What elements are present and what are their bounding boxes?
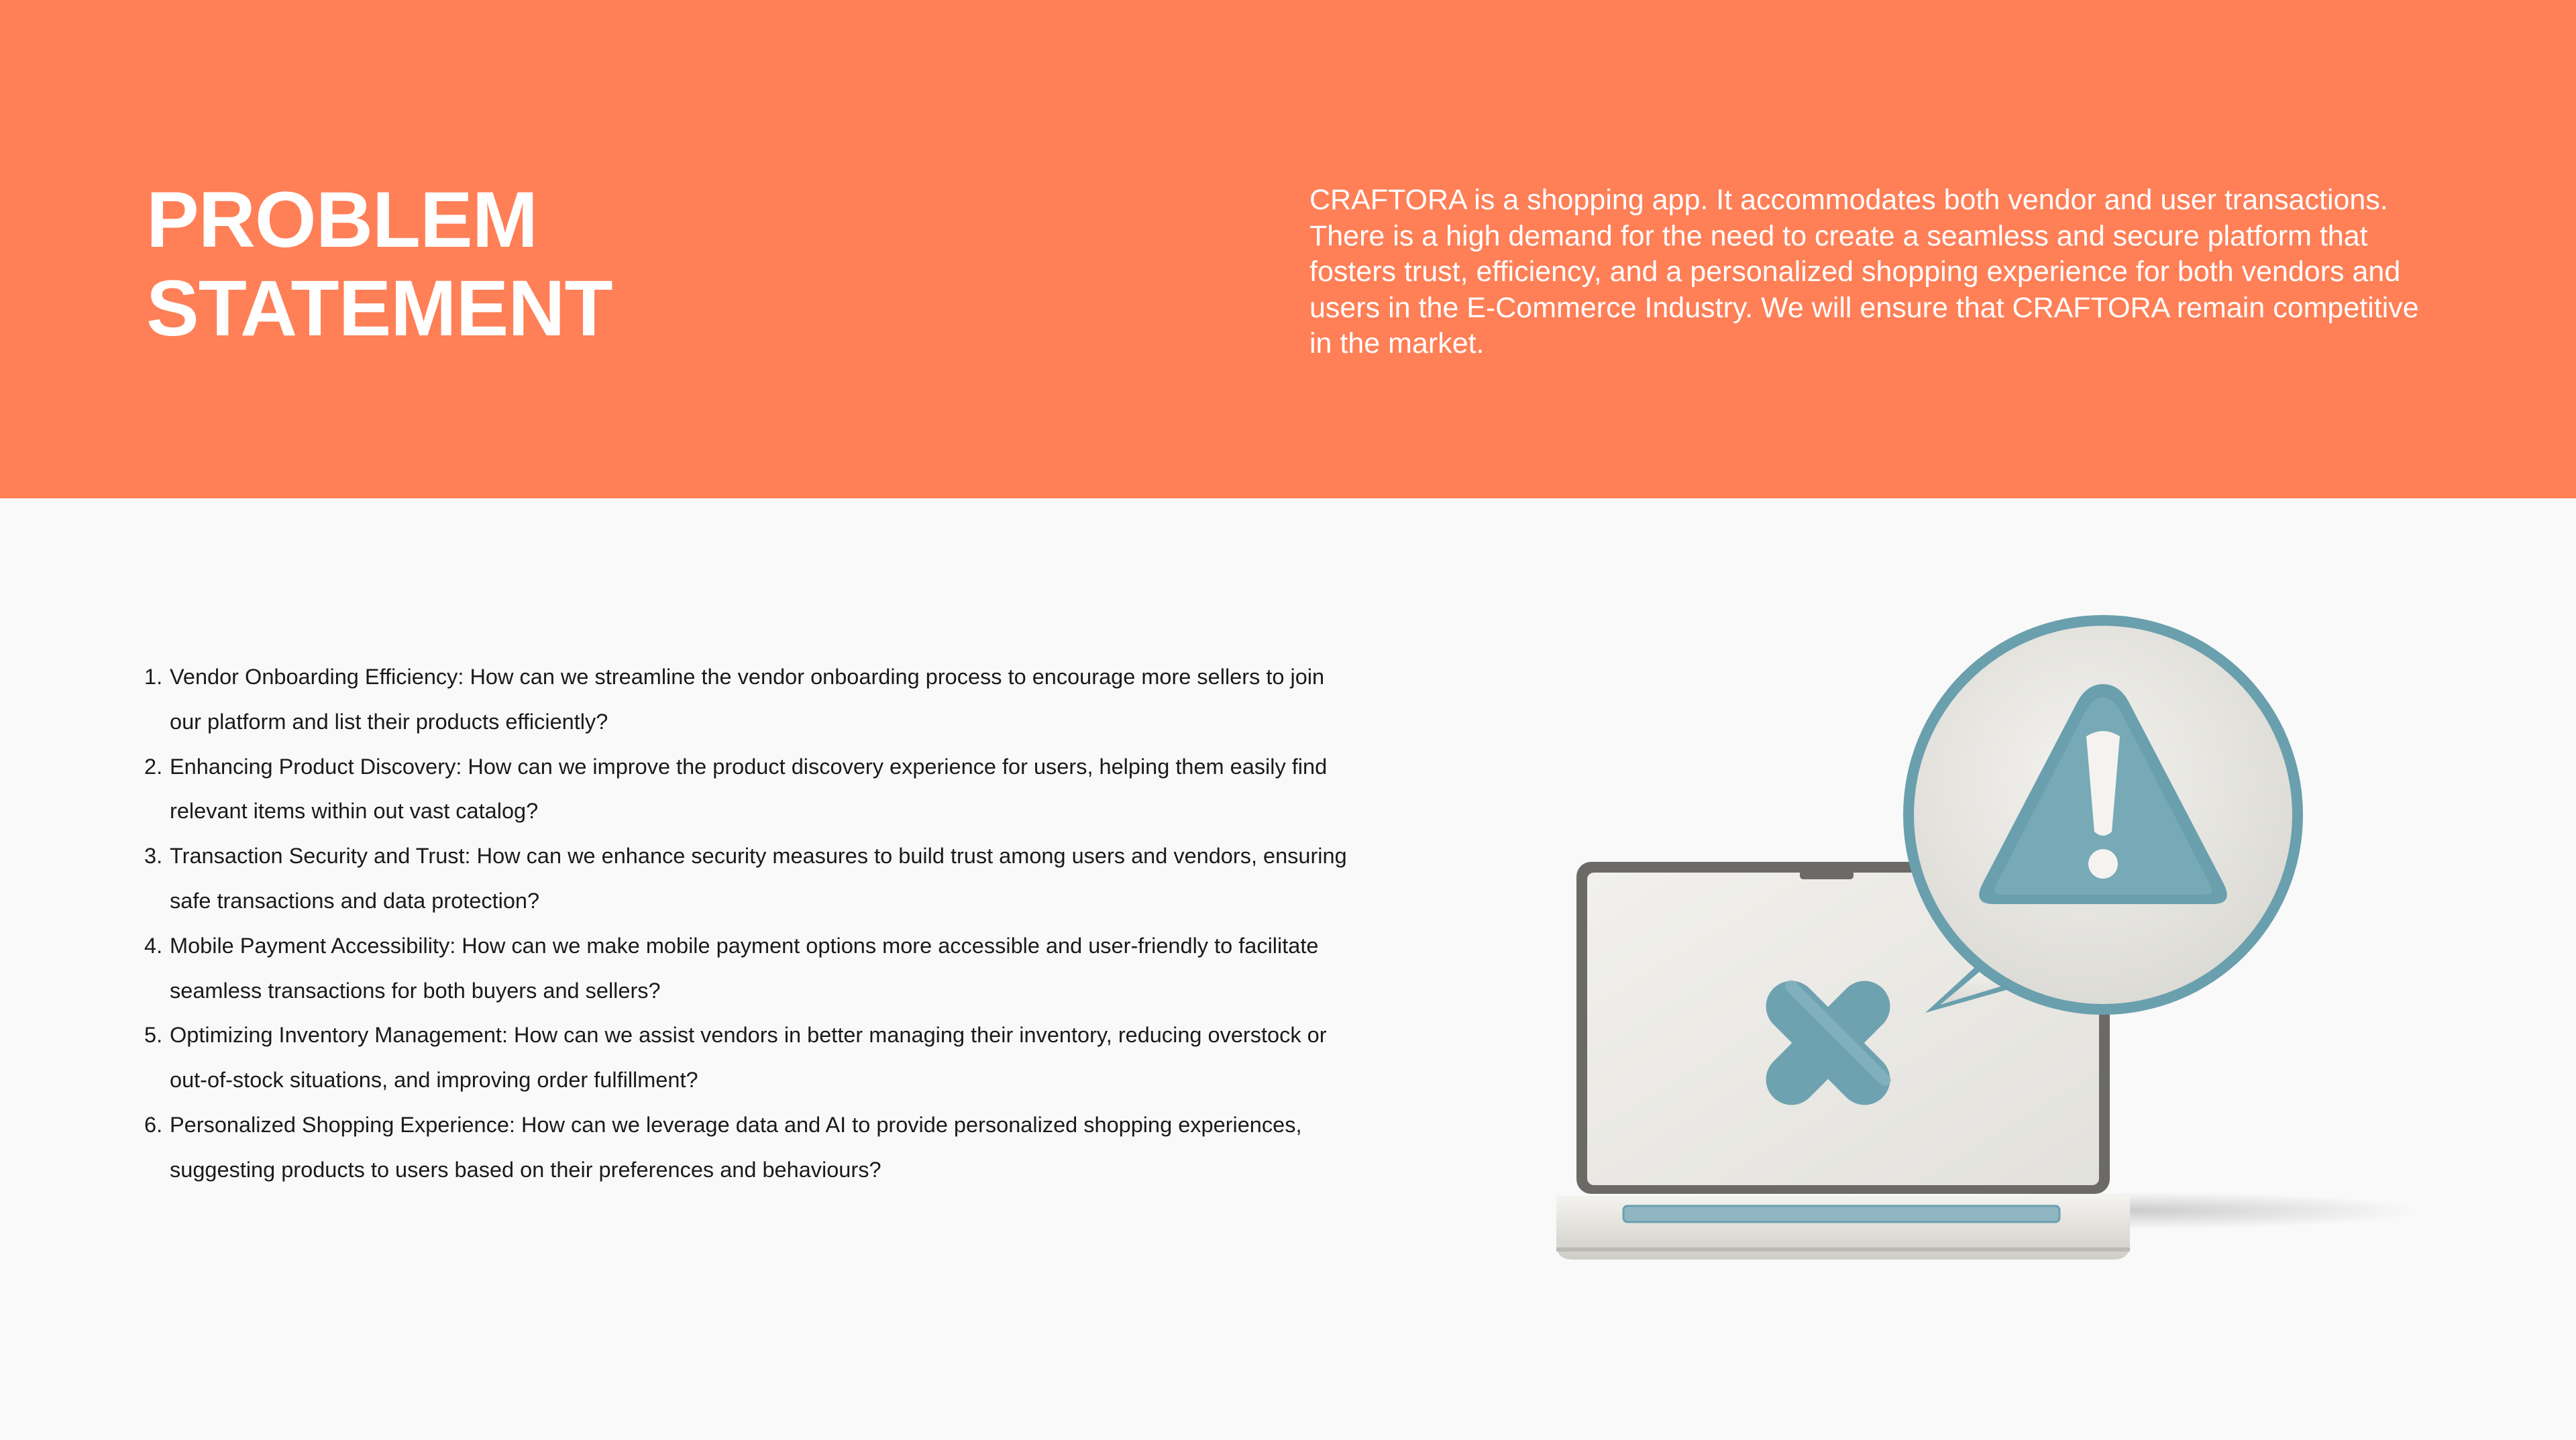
list-item — [144, 655, 1350, 744]
header-band — [0, 0, 2576, 498]
list-item-text: Optimizing Inventory Management: How can we assist vendors in better managing their inventory, reducing overstock or out-of-stock situations, and improving order fulfillment? — [170, 1023, 1327, 1093]
list-item — [144, 1103, 1350, 1193]
problem-questions-list — [144, 655, 1350, 1193]
list-item-text: Transaction Security and Trust: How can we enhance security measures to build trust among users and vendors, ensuring safe transactions and data protection? — [170, 844, 1347, 913]
list-item-text: Mobile Payment Accessibility: How can we make mobile payment options more accessible and user-friendly to facilitate seamless transactions for both buyers and sellers? — [170, 933, 1319, 1003]
list-item-number: 6. — [144, 1112, 163, 1137]
list-item-text: Vendor Onboarding Efficiency: How can we streamline the vendor onboarding process to encourage more sellers to join our platform and list their products efficiently? — [170, 665, 1325, 734]
page-title-line2: STATEMENT — [146, 264, 612, 353]
list-item-number: 2. — [144, 754, 163, 779]
list-item-number: 3. — [144, 844, 163, 869]
intro-paragraph: CRAFTORA is a shopping app. It accommodates both vendor and user transactions. There is a high demand for the need to create a seamless and secure platform that fosters trust, efficiency, and a personalized shopping experience for both vendors and users in the E-Commerce Industry. We will ensure that CRAFTORA remain competitive in the market. — [1309, 184, 2419, 359]
list-item-text: Enhancing Product Discovery: How can we improve the product discovery experience for users, helping them easily find relevant items within out vast catalog? — [170, 754, 1328, 824]
page-title-line1: PROBLEM — [146, 176, 537, 264]
list-item — [144, 1013, 1350, 1103]
list-item-number: 1. — [144, 665, 163, 689]
list-item — [144, 924, 1350, 1013]
page-title — [146, 176, 750, 353]
list-item — [144, 834, 1350, 924]
list-item — [144, 744, 1350, 834]
list-item-text: Personalized Shopping Experience: How can we leverage data and AI to provide personalized shopping experiences, suggesting products to users based on their preferences and behaviours? — [170, 1112, 1302, 1182]
list-item-number: 5. — [144, 1023, 163, 1048]
list-item-number: 4. — [144, 933, 163, 958]
error-illustration — [1543, 604, 2449, 1274]
